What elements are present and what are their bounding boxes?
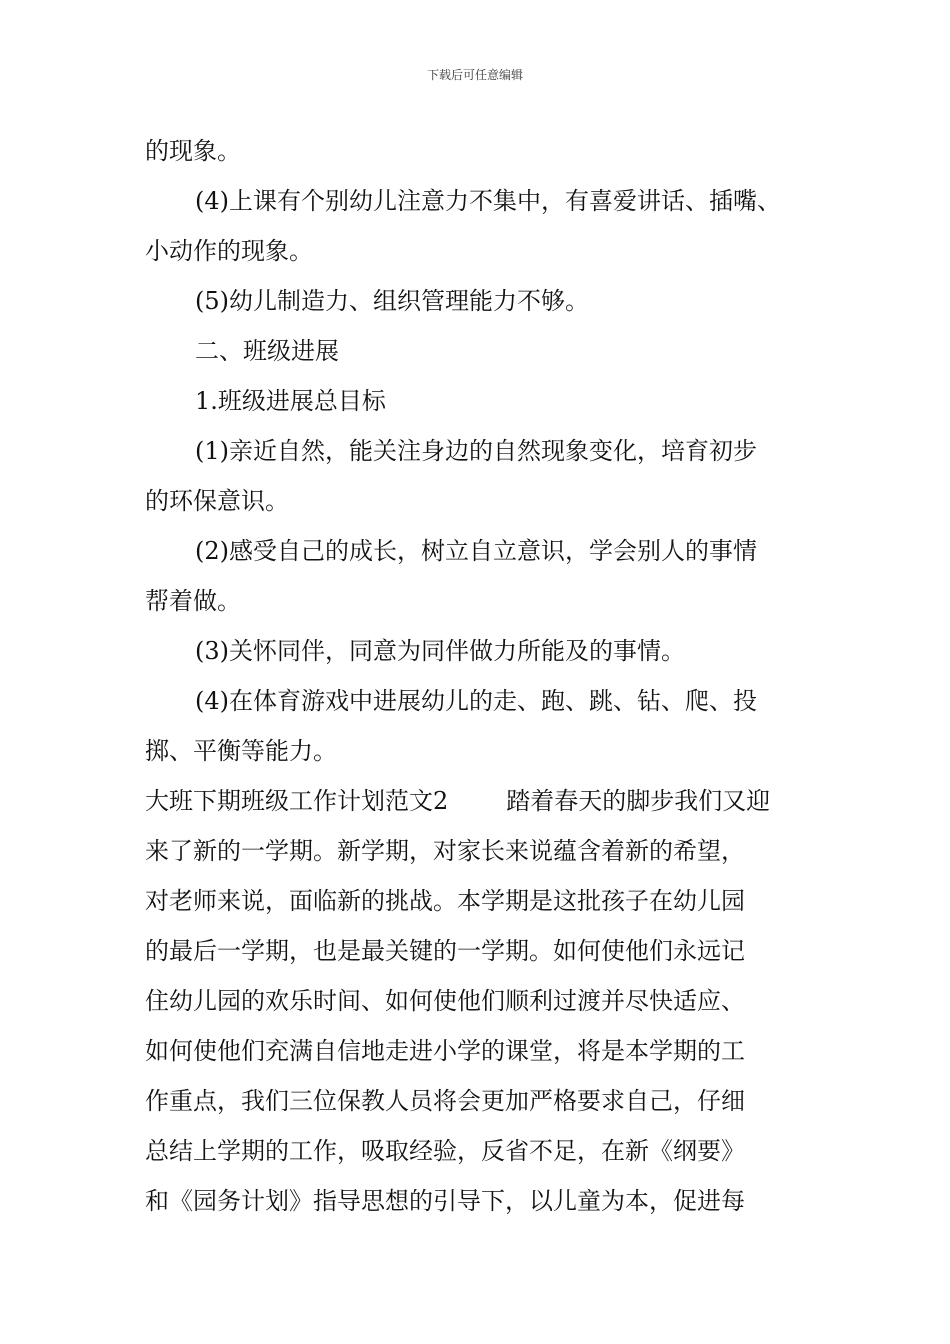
paragraph-line: 总结上学期的工作，吸取经验，反省不足，在新《纲要》 — [145, 1137, 745, 1165]
section-heading: 二、班级进展 — [195, 337, 339, 365]
paragraph-line: 如何使他们充满自信地走进小学的课堂，将是本学期的工 — [145, 1037, 745, 1065]
paragraph-line: 来了新的一学期。新学期，对家长来说蕴含着新的希望， — [145, 837, 745, 865]
paragraph-line: (2)感受自己的成长，树立自立意识，学会别人的事情 — [195, 537, 757, 565]
document-body — [145, 126, 810, 1226]
paragraph-line: 和《园务计划》指导思想的引导下，以儿童为本，促进每 — [145, 1187, 745, 1215]
paragraph-line: 小动作的现象。 — [145, 237, 313, 265]
paragraph-line: 的最后一学期，也是最关键的一学期。如何使他们永远记 — [145, 937, 745, 965]
paragraph-line: (4)上课有个别幼儿注意力不集中，有喜爱讲话、插嘴、 — [195, 187, 781, 215]
paragraph-line: (5)幼儿制造力、组织管理能力不够。 — [195, 287, 589, 315]
paragraph-line: 的环保意识。 — [145, 487, 289, 515]
paragraph-line: 作重点，我们三位保教人员将会更加严格要求自己，仔细 — [145, 1087, 745, 1115]
paragraph-line: 的现象。 — [145, 137, 241, 165]
paragraph-line: 住幼儿园的欢乐时间、如何使他们顺利过渡并尽快适应、 — [145, 987, 745, 1015]
article-title: 大班下期班级工作计划范文2 — [145, 787, 449, 815]
paragraph-line: (3)关怀同伴，同意为同伴做力所能及的事情。 — [195, 637, 685, 665]
page-header: 下载后可任意编辑 — [426, 68, 523, 82]
subsection-heading: 1.班级进展总目标 — [195, 387, 386, 415]
paragraph-start: 踏着春天的脚步我们又迎 — [506, 787, 771, 815]
paragraph-line: 对老师来说，面临新的挑战。本学期是这批孩子在幼儿园 — [145, 887, 745, 915]
paragraph-line: 掷、平衡等能力。 — [145, 737, 337, 765]
section-title-line — [145, 776, 810, 826]
paragraph-line: (4)在体育游戏中进展幼儿的走、跑、跳、钻、爬、投 — [195, 687, 757, 715]
paragraph-line: 帮着做。 — [145, 587, 241, 615]
paragraph-line: (1)亲近自然，能关注身边的自然现象变化，培育初步 — [195, 437, 757, 465]
